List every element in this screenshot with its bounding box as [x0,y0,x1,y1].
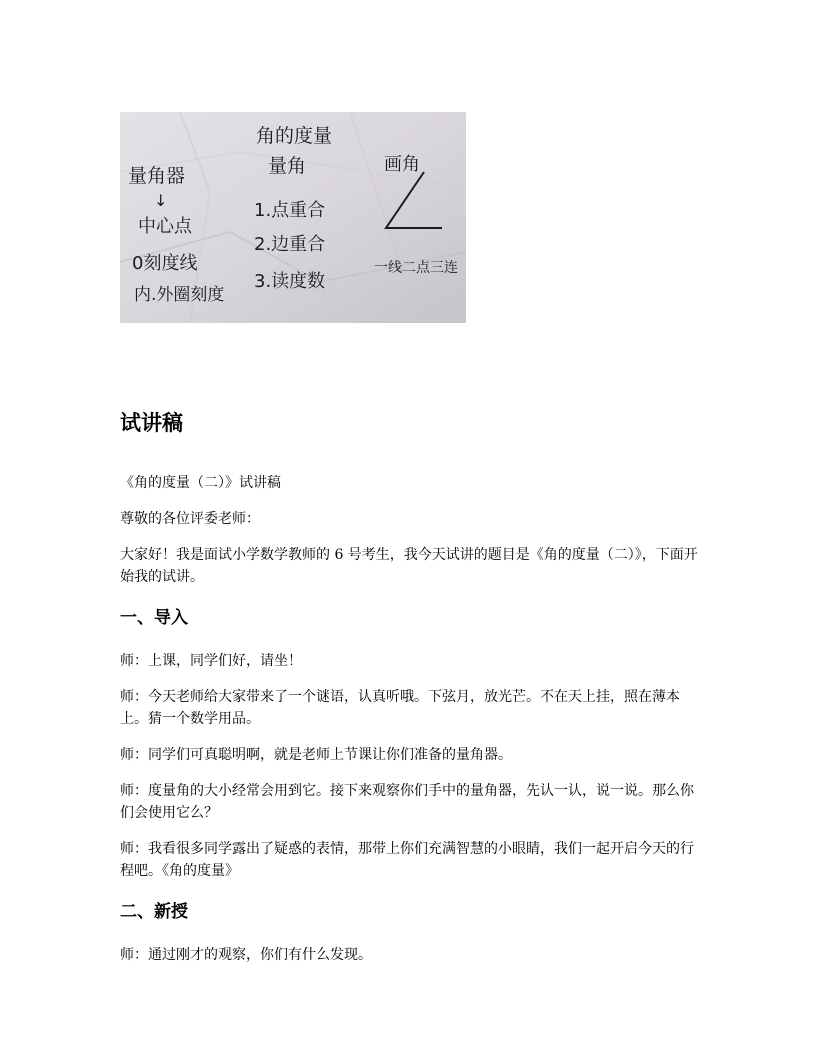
section1-paragraph: 师：今天老师给大家带来了一个谜语，认真听哦。下弦月，放光芒。不在天上挂，照在薄本上。猜一个数学用品。 [120,689,680,727]
handwritten-notes-photo [120,112,466,323]
intro-paragraph: 大家好！我是面试小学数学教师的 6 号考生，我今天试讲的题目是《角的度量（二）》，下面开始我的试讲。 [120,547,698,585]
lesson-title-line: 《角的度量（二）》试讲稿 [120,475,281,491]
page-title: 试讲稿 [120,411,183,435]
section1-paragraph: 师：度量角的大小经常会用到它。接下来观察你们手中的量角器，先认一认，说一说。那么你们会使用它么？ [120,783,694,821]
section1-paragraph: 师：我看很多同学露出了疑惑的表情，那带上你们充满智慧的小眼睛，我们一起开启今天的行程吧。《角的度量》 [120,841,694,879]
note-heading: 角的度量 [256,125,333,147]
greeting-line: 尊敬的各位评委老师： [120,511,260,527]
document-body [120,404,700,980]
note-center-point: 中心点 [138,216,192,237]
note-arrow: ↓ [154,191,168,210]
note-draw-angle: 画角 [384,154,420,175]
note-scales: 内.外圈刻度 [134,285,225,305]
note-step1: 1.点重合 [254,200,326,221]
note-protractor: 量角器 [128,165,186,187]
section1-paragraph: 师：同学们可真聪明啊，就是老师上节课让你们准备的量角器。 [120,747,512,763]
note-step2: 2.边重合 [254,234,326,255]
note-zero-line: 0刻度线 [132,253,198,274]
section2-paragraph: 师：通过刚才的观察，你们有什么发现。 [120,947,372,963]
note-draw-steps: 一线二点三连 [374,260,458,276]
note-measure-angle: 量角 [268,155,307,177]
section-heading-intro: 一、导入 [120,608,188,628]
notes-photo-canvas [120,112,466,323]
section1-paragraph: 师：上课，同学们好，请坐！ [120,653,302,669]
section-heading-new-lesson: 二、新授 [120,902,188,922]
note-step3: 3.读度数 [254,271,326,292]
